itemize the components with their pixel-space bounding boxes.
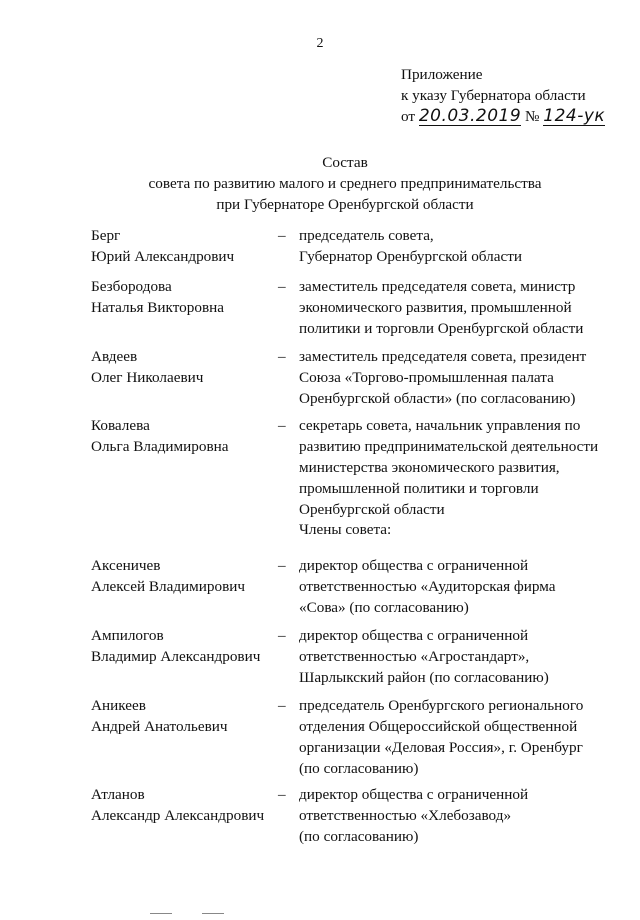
person-name: Авдеев Олег Николаевич bbox=[91, 348, 204, 386]
dash: – bbox=[278, 227, 286, 244]
dash: – bbox=[278, 557, 286, 574]
person-name: Безбородова Наталья Викторовна bbox=[91, 278, 224, 316]
person-role: председатель совета, Губернатор Оренбургской области bbox=[299, 227, 522, 265]
handwritten-date: 20.03.2019 bbox=[418, 106, 522, 126]
number-prefix: № bbox=[524, 108, 540, 125]
divider bbox=[202, 913, 224, 914]
appendix-decree: к указу Губернатора области bbox=[401, 87, 586, 104]
members-heading: Члены совета: bbox=[299, 521, 392, 538]
dash: – bbox=[278, 348, 286, 365]
scan-artifact-marks bbox=[150, 899, 290, 901]
person-role: секретарь совета, начальник управления по развитию предпринимательской деятельности министерства экономического развития, промышленной политики и торговли Оренбургской области bbox=[299, 417, 599, 518]
dash: – bbox=[278, 417, 286, 434]
title-line-1: Состав bbox=[322, 154, 368, 171]
person-name: Берг Юрий Александрович bbox=[91, 227, 235, 265]
person-role: директор общества с ограниченной ответственностью «Агростандарт», Шарлыкский район (по согласованию) bbox=[299, 627, 549, 686]
person-name: Ампилогов Владимир Александрович bbox=[91, 627, 261, 665]
document-title bbox=[0, 152, 640, 215]
dash: – bbox=[278, 627, 286, 644]
dash: – bbox=[278, 786, 286, 803]
person-role: директор общества с ограниченной ответственностью «Аудиторская фирма «Сова» (по согласованию) bbox=[299, 557, 556, 616]
title-line-2: совета по развитию малого и среднего предпринимательства bbox=[148, 175, 542, 192]
divider bbox=[150, 913, 172, 914]
dash: – bbox=[278, 278, 286, 295]
person-role: директор общества с ограниченной ответственностью «Хлебозавод» (по согласованию) bbox=[299, 786, 529, 845]
appendix-date-line bbox=[401, 106, 631, 127]
handwritten-number: 124-ук bbox=[543, 106, 606, 126]
person-name: Аксеничев Алексей Владимирович bbox=[91, 557, 246, 595]
title-line-3: при Губернаторе Оренбургской области bbox=[216, 196, 474, 213]
appendix-title: Приложение bbox=[401, 66, 483, 83]
person-name: Аникеев Андрей Анатольевич bbox=[91, 697, 228, 735]
dash: – bbox=[278, 697, 286, 714]
person-name: Атланов Александр Александрович bbox=[91, 786, 265, 824]
page-number: 2 bbox=[316, 36, 324, 51]
date-prefix: от bbox=[401, 108, 416, 125]
appendix-block bbox=[401, 64, 631, 127]
person-role: председатель Оренбургского регионального отделения Общероссийской общественной организации «Деловая Россия», г. Оренбург (по согласованию) bbox=[299, 697, 584, 777]
person-name: Ковалева Ольга Владимировна bbox=[91, 417, 229, 455]
person-role: заместитель председателя совета, министр экономического развития, промышленной политики и торговли Оренбургской области bbox=[299, 278, 584, 337]
person-role: заместитель председателя совета, президент Союза «Торгово-промышленная палата Оренбургской области» (по согласованию) bbox=[299, 348, 587, 407]
